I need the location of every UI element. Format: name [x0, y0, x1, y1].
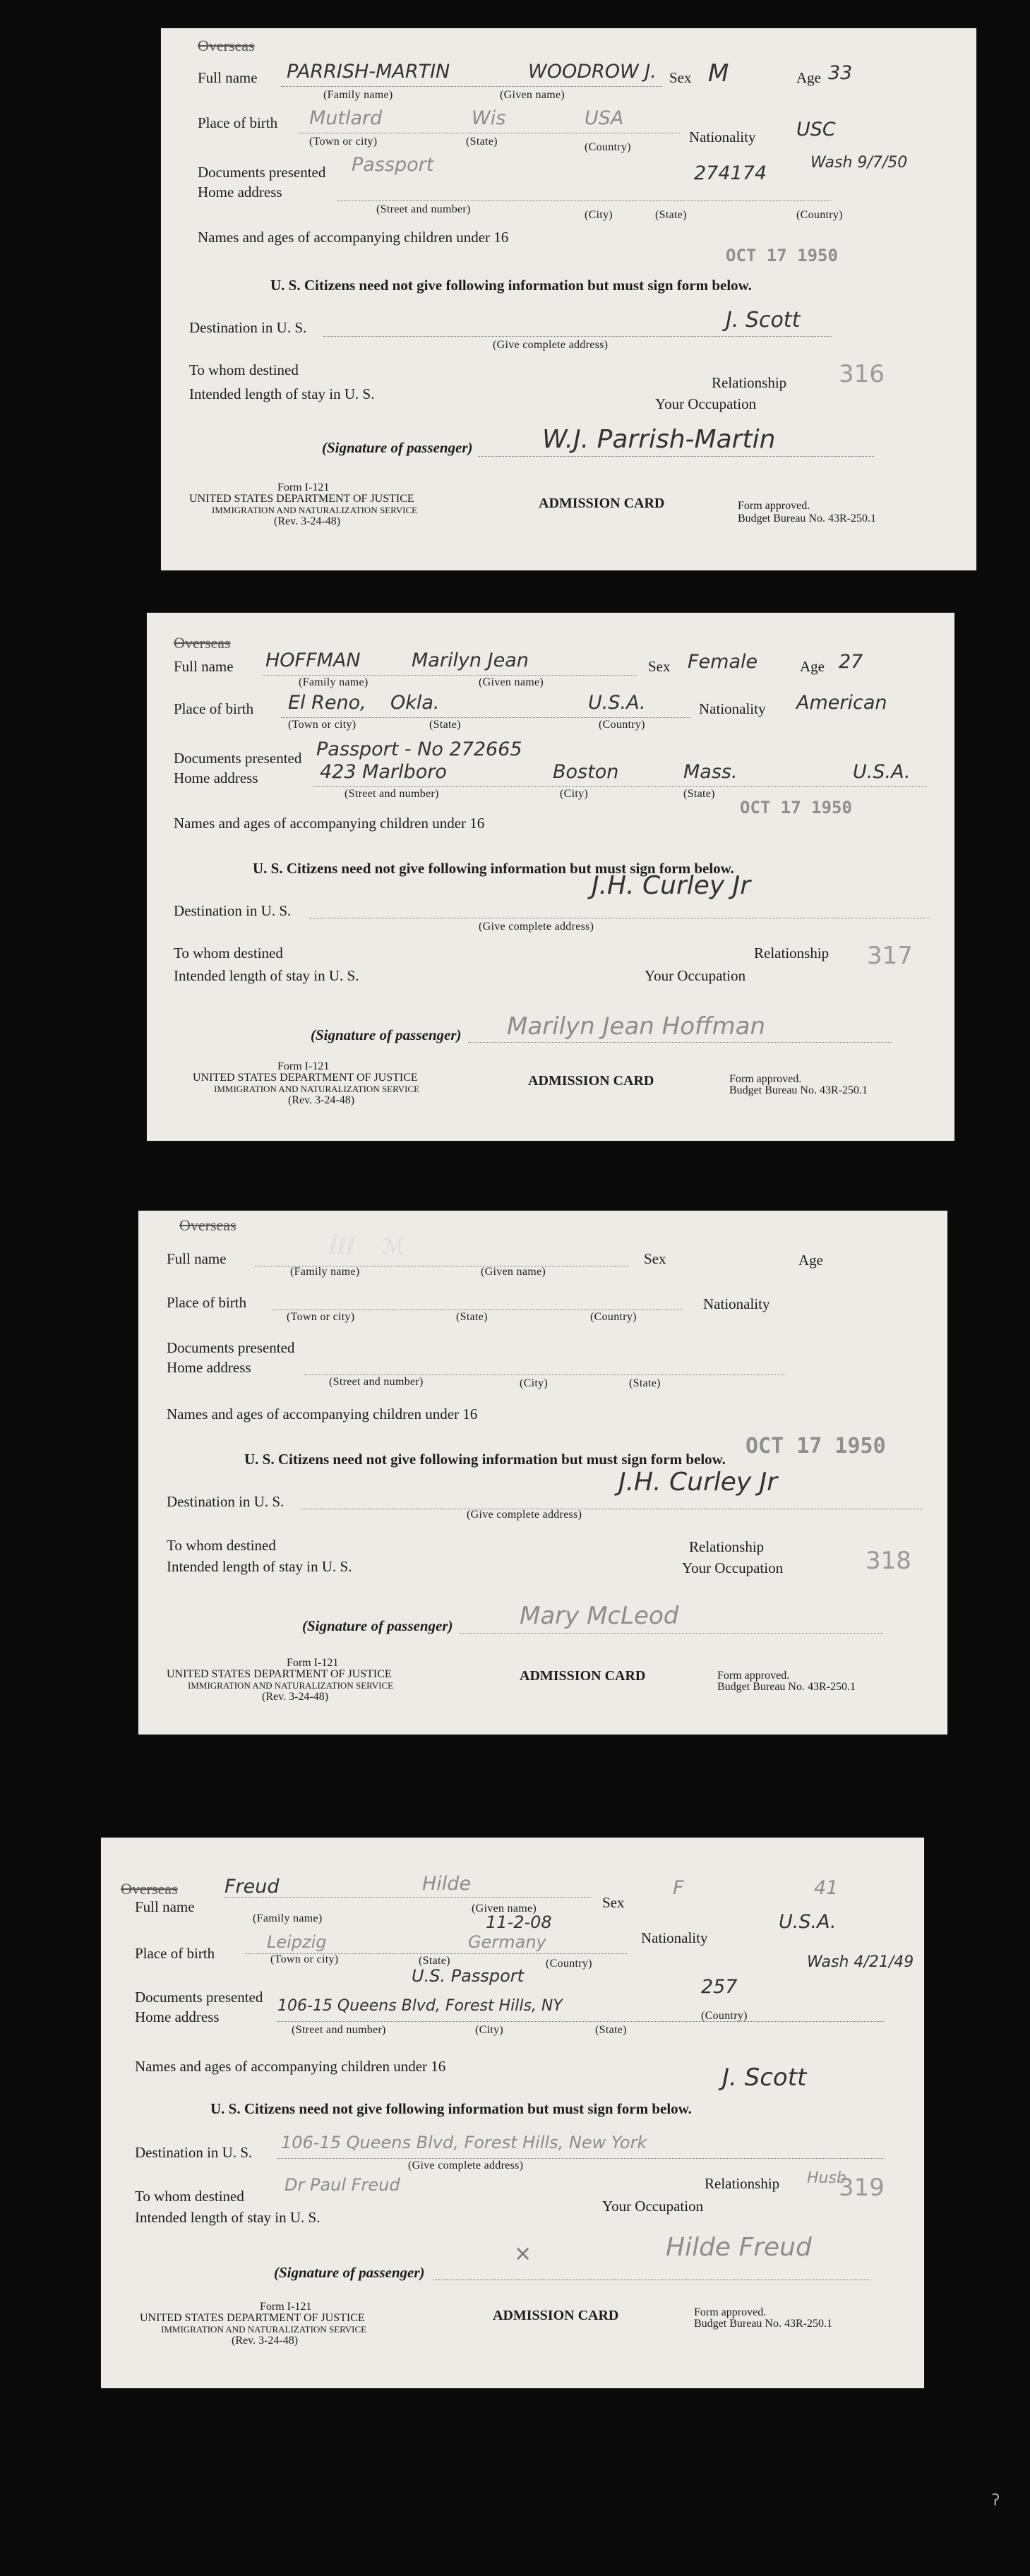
given-name-value: Marilyn Jean	[412, 649, 529, 671]
form-approved: Form approved.	[729, 1073, 802, 1085]
doc-number-value: 274174	[694, 162, 767, 184]
intended-stay-label: Intended length of stay in U. S.	[135, 2209, 321, 2226]
relationship-value: Husb	[807, 2169, 846, 2187]
age-label: Age	[798, 1252, 823, 1269]
overseas-label: Overseas	[198, 37, 255, 54]
place-of-birth-label: Place of birth	[174, 700, 254, 717]
budget-bureau: Budget Bureau No. 43R-250.1	[717, 1681, 856, 1693]
birth-town-value: Leipzig	[267, 1932, 327, 1952]
birth-state-value: Germany	[468, 1932, 546, 1952]
nationality-label: Nationality	[641, 1929, 708, 1946]
documents-value: Passport	[352, 154, 434, 176]
home-address-label: Home address	[198, 184, 282, 200]
corner-mark: ʔ	[992, 2492, 1000, 2510]
complete-address-caption: (Give complete address)	[408, 2159, 524, 2171]
documents-value: U.S. Passport	[412, 1966, 525, 1986]
citizens-note: U. S. Citizens need not give following information but must sign form below.	[270, 277, 752, 294]
destination-label: Destination in U. S.	[167, 1493, 285, 1510]
city-caption: (City)	[520, 1377, 549, 1389]
given-name-caption: (Given name)	[472, 1903, 537, 1915]
relationship-label: Relationship	[754, 945, 830, 961]
country-caption-2: (Country)	[796, 209, 843, 221]
revision: (Rev. 3-24-48)	[262, 1691, 329, 1703]
card-number: 319	[839, 2174, 885, 2202]
citizens-note: U. S. Citizens need not give following information but must sign form below.	[210, 2100, 692, 2117]
admission-card-title: ADMISSION CARD	[528, 1073, 654, 1089]
home-address-label: Home address	[174, 769, 258, 786]
documents-label: Documents presented	[135, 1989, 263, 2006]
town-caption: (Town or city)	[287, 1311, 355, 1323]
state-caption: (State)	[466, 136, 498, 148]
nationality-value: USC	[796, 119, 836, 140]
overseas-label: Overseas	[121, 1880, 178, 1898]
birth-town-value: Mutlard	[309, 107, 383, 129]
destination-label: Destination in U. S.	[174, 902, 292, 919]
given-name-caption: (Given name)	[481, 1266, 546, 1278]
to-whom-label: To whom destined	[174, 945, 283, 961]
complete-address-caption: (Give complete address)	[467, 1509, 582, 1521]
passenger-signature: Marilyn Jean Hoffman	[507, 1012, 766, 1041]
family-name-caption: (Family name)	[290, 1266, 360, 1278]
service: IMMIGRATION AND NATURALIZATION SERVICE	[188, 1680, 394, 1691]
signature-label: (Signature of passenger)	[274, 2264, 425, 2281]
nationality-value: American	[796, 692, 887, 714]
service: IMMIGRATION AND NATURALIZATION SERVICE	[214, 1084, 420, 1094]
to-whom-label: To whom destined	[189, 361, 299, 378]
admission-card-title: ADMISSION CARD	[520, 1668, 646, 1684]
to-whom-value: Dr Paul Freud	[285, 2175, 400, 2195]
revision: (Rev. 3-24-48)	[274, 515, 341, 527]
date-stamp: OCT 17 1950	[745, 1434, 886, 1458]
department: UNITED STATES DEPARTMENT OF JUSTICE	[140, 2312, 365, 2324]
inspector-signature: J.H. Curley Jr	[592, 871, 751, 900]
card-number: 318	[866, 1547, 911, 1575]
signature-cross: ×	[514, 2241, 532, 2266]
department: UNITED STATES DEPARTMENT OF JUSTICE	[189, 493, 414, 505]
home-street-value: 423 Marlboro	[320, 761, 447, 783]
admission-card-1	[161, 28, 976, 570]
town-caption: (Town or city)	[288, 719, 357, 731]
doc-number-value: 257	[701, 1976, 738, 1998]
sex-value: M	[708, 59, 729, 88]
admission-card-2	[147, 613, 954, 1141]
form-approved: Form approved.	[717, 1670, 790, 1682]
age-label: Age	[800, 658, 825, 675]
sex-value: F	[673, 1877, 684, 1899]
home-address-label: Home address	[135, 2008, 220, 2025]
city-caption: (City)	[560, 788, 589, 800]
street-caption: (Street and number)	[376, 203, 471, 215]
nationality-label: Nationality	[703, 1295, 770, 1312]
doc-note-value: Wash 9/7/50	[810, 154, 908, 172]
full-name-label: Full name	[167, 1250, 227, 1267]
citizens-note: U. S. Citizens need not give following information but must sign form below.	[253, 860, 734, 877]
family-name-caption: (Family name)	[323, 89, 393, 101]
nationality-label: Nationality	[699, 700, 766, 717]
age-label: Age	[796, 69, 821, 86]
state-caption-2: (State)	[683, 788, 715, 800]
budget-bureau: Budget Bureau No. 43R-250.1	[729, 1084, 868, 1096]
country-caption: (Country)	[546, 1958, 592, 1970]
inspector-signature: J. Scott	[726, 308, 801, 333]
citizens-note: U. S. Citizens need not give following information but must sign form below.	[244, 1451, 726, 1468]
state-caption: (State)	[429, 719, 461, 731]
destination-label: Destination in U. S.	[135, 2144, 253, 2161]
nationality-value: U.S.A.	[779, 1911, 837, 1933]
department: UNITED STATES DEPARTMENT OF JUSTICE	[193, 1072, 418, 1084]
occupation-label: Your Occupation	[655, 395, 757, 412]
signature-label: (Signature of passenger)	[311, 1026, 462, 1043]
intended-stay-label: Intended length of stay in U. S.	[174, 967, 359, 984]
destination-label: Destination in U. S.	[189, 319, 307, 336]
state-caption: (State)	[419, 1955, 450, 1967]
state-caption-2: (State)	[655, 209, 687, 221]
place-of-birth-label: Place of birth	[198, 114, 278, 131]
dob-value: 11-2-08	[486, 1912, 552, 1932]
complete-address-caption: (Give complete address)	[479, 921, 594, 933]
overseas-label: Overseas	[174, 634, 231, 652]
sex-value: Female	[688, 651, 758, 673]
revision: (Rev. 3-24-48)	[232, 2335, 299, 2347]
service: IMMIGRATION AND NATURALIZATION SERVICE	[212, 505, 418, 515]
birth-country-value: U.S.A.	[588, 692, 646, 714]
birth-country-value: USA	[585, 107, 624, 129]
to-whom-label: To whom destined	[167, 1537, 276, 1554]
street-caption: (Street and number)	[329, 1376, 424, 1388]
street-caption: (Street and number)	[345, 788, 439, 800]
home-state-value: Mass.	[683, 761, 738, 783]
given-name-value: WOODROW J.	[528, 61, 657, 83]
birth-state-value: Wis	[472, 107, 506, 129]
form-number: Form I-121	[277, 1060, 330, 1072]
date-stamp: OCT 17 1950	[740, 798, 852, 817]
budget-bureau: Budget Bureau No. 43R-250.1	[738, 513, 876, 525]
place-of-birth-label: Place of birth	[167, 1294, 247, 1311]
children-label: Names and ages of accompanying children under 16	[198, 229, 509, 246]
card-number: 317	[867, 942, 913, 970]
home-street-value: 106-15 Queens Blvd, Forest Hills, NY	[277, 1997, 563, 2015]
occupation-label: Your Occupation	[602, 2198, 704, 2215]
occupation-label: Your Occupation	[682, 1559, 784, 1576]
admission-card-3: Overseas Full name Sex Age (Family name) (Given name) ℓℓℓ ℳ Place of birth Nationality (Town or city) (State) (Country) Documents presented Home address (Street and number) (City) (State) Names and ages of accompanying children under 16 OCT 17 1950 U. S. Citizens need not give following information but must sign form below. Destination in U. S. (Give complete address) J.H. Curley Jr To whom destined Relationship 318 Intended length of stay in U. S. Your Occupation (Signature of passenger) Mary McLeod Form I-121 UNITED STATES DEPARTMENT OF JUSTICE IMMIGRATION AND NATURALIZATION SERVICE (Rev. 3-24-48) ADMISSION CARD Form approved. Budget Bureau No. 43R-250.1	[138, 1211, 947, 1735]
passenger-signature: Mary McLeod	[520, 1602, 679, 1630]
form-number: Form I-121	[287, 1657, 339, 1669]
documents-label: Documents presented	[174, 750, 302, 767]
revision: (Rev. 3-24-48)	[288, 1094, 355, 1106]
given-name-value: Hilde	[422, 1873, 472, 1895]
admission-card-title: ADMISSION CARD	[493, 2308, 619, 2323]
state-caption-2: (State)	[595, 2024, 627, 2036]
inspector-signature: J. Scott	[722, 2063, 807, 2092]
intended-stay-label: Intended length of stay in U. S.	[189, 385, 375, 402]
town-caption: (Town or city)	[309, 136, 378, 148]
given-name-caption: (Given name)	[500, 89, 565, 101]
state-caption-2: (State)	[629, 1377, 661, 1389]
sex-label: Sex	[648, 658, 671, 675]
intended-stay-label: Intended length of stay in U. S.	[167, 1558, 352, 1575]
country-caption: (Country)	[599, 719, 645, 731]
birth-state-value: Okla.	[390, 692, 440, 714]
relationship-label: Relationship	[705, 2175, 780, 2192]
service: IMMIGRATION AND NATURALIZATION SERVICE	[161, 2324, 367, 2335]
full-name-label: Full name	[174, 658, 234, 675]
relationship-label: Relationship	[712, 374, 787, 391]
card-number: 316	[839, 360, 885, 388]
city-caption: (City)	[475, 2024, 504, 2036]
department: UNITED STATES DEPARTMENT OF JUSTICE	[167, 1668, 392, 1680]
documents-label: Documents presented	[198, 164, 326, 181]
home-city-value: Boston	[553, 761, 619, 783]
documents-label: Documents presented	[167, 1339, 295, 1356]
family-name-caption: (Family name)	[299, 676, 369, 688]
to-whom-label: To whom destined	[135, 2188, 244, 2205]
relationship-label: Relationship	[689, 1538, 765, 1555]
age-value: 27	[839, 651, 863, 673]
doc-note-value: Wash 4/21/49	[807, 1953, 914, 1971]
overseas-label: Overseas	[179, 1216, 236, 1234]
full-name-label: Full name	[198, 69, 258, 86]
nationality-label: Nationality	[689, 128, 756, 145]
admission-card-title: ADMISSION CARD	[539, 496, 665, 511]
signature-label: (Signature of passenger)	[302, 1617, 453, 1634]
budget-bureau: Budget Bureau No. 43R-250.1	[694, 2318, 832, 2330]
sex-label: Sex	[669, 69, 692, 86]
admission-card-4	[101, 1838, 924, 2388]
city-caption: (City)	[585, 209, 613, 221]
form-approved: Form approved.	[694, 2306, 767, 2318]
form-number: Form I-121	[277, 481, 330, 493]
family-name-value: Freud	[224, 1876, 280, 1898]
place-of-birth-label: Place of birth	[135, 1945, 215, 1962]
inspector-signature: J.H. Curley Jr	[618, 1468, 778, 1497]
form-approved: Form approved.	[738, 500, 810, 512]
home-country-value: U.S.A.	[853, 761, 911, 783]
given-name-caption: (Given name)	[479, 676, 544, 688]
passenger-signature: W.J. Parrish-Martin	[542, 425, 776, 454]
children-label: Names and ages of accompanying children under 16	[174, 815, 485, 832]
age-value: 33	[828, 62, 853, 84]
family-name-caption: (Family name)	[253, 1912, 323, 1924]
full-name-label: Full name	[135, 1898, 195, 1915]
form-number: Form I-121	[260, 2301, 312, 2313]
children-label: Names and ages of accompanying children under 16	[167, 1406, 478, 1422]
documents-value: Passport - No 272665	[316, 738, 522, 760]
birth-town-value: El Reno,	[288, 692, 366, 714]
sex-label: Sex	[644, 1250, 666, 1267]
age-value: 41	[814, 1877, 839, 1899]
occupation-label: Your Occupation	[645, 967, 746, 984]
destination-value: 106-15 Queens Blvd, Forest Hills, New York	[281, 2133, 647, 2152]
children-label: Names and ages of accompanying children under 16	[135, 2058, 446, 2075]
signature-label: (Signature of passenger)	[322, 439, 473, 456]
family-name-value: PARRISH-MARTIN	[287, 61, 450, 83]
passenger-signature: Hilde Freud	[666, 2233, 812, 2262]
sex-label: Sex	[602, 1894, 625, 1911]
family-name-value: HOFFMAN	[265, 649, 361, 671]
country-caption: (Country)	[585, 141, 631, 153]
state-caption: (State)	[456, 1311, 488, 1323]
town-caption: (Town or city)	[270, 1953, 339, 1965]
home-address-label: Home address	[167, 1359, 251, 1376]
complete-address-caption: (Give complete address)	[493, 339, 609, 351]
country-caption: (Country)	[590, 1311, 637, 1323]
country-caption-2: (Country)	[701, 2010, 748, 2022]
date-stamp: OCT 17 1950	[726, 246, 838, 265]
street-caption: (Street and number)	[292, 2024, 386, 2036]
